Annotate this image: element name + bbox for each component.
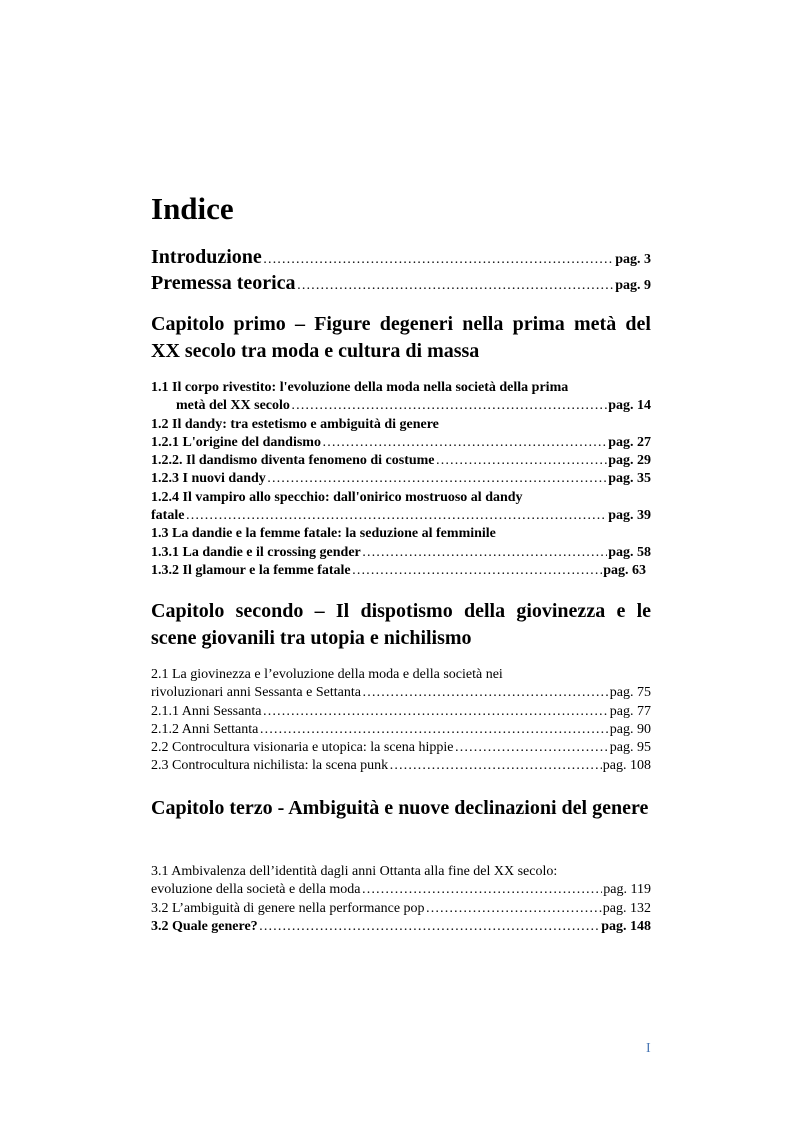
toc-entry — [151, 562, 646, 580]
dot-leader — [426, 900, 602, 918]
toc-entry-label: 2.1 La giovinezza e l’evoluzione della moda e della società nei — [151, 667, 503, 682]
chapter-1-entries — [151, 379, 651, 580]
dot-leader — [259, 918, 601, 936]
toc-entry-label: evoluzione della società e della moda — [151, 882, 361, 898]
toc-entry — [151, 470, 651, 488]
dot-leader — [436, 452, 608, 470]
dot-leader — [352, 562, 603, 580]
toc-entry — [151, 881, 651, 899]
toc-entry-page: pag. 3 — [615, 252, 651, 267]
toc-entry — [151, 900, 651, 918]
toc-entry — [151, 434, 651, 452]
toc-entry-introduzione — [151, 244, 651, 270]
toc-entry-page: pag. 27 — [608, 434, 651, 450]
toc-entry-page: pag. 63 — [603, 562, 646, 578]
toc-entry — [151, 507, 651, 525]
toc-entry-page: pag. 90 — [609, 721, 651, 737]
front-matter-list — [151, 244, 651, 296]
dot-leader — [262, 703, 608, 721]
dot-leader — [322, 434, 607, 452]
toc-entry-label: metà del XX secolo — [176, 398, 290, 414]
toc-entry-page: pag. 95 — [609, 740, 651, 756]
dot-leader — [291, 397, 607, 415]
toc-entry — [151, 863, 651, 881]
toc-entry-page: pag. 108 — [602, 758, 651, 774]
toc-entry-label: 1.2.2. Il dandismo diventa fenomeno di costume — [151, 453, 435, 469]
dot-leader — [263, 247, 614, 270]
toc-entry-page: pag. 132 — [602, 900, 651, 916]
toc-entry — [151, 684, 651, 702]
toc-entry-label: 1.3.2 Il glamour e la femme fatale — [151, 562, 351, 578]
toc-entry-label: 1.1 Il corpo rivestito: l'evoluzione della moda nella società della prima — [151, 380, 569, 395]
toc-entry-label: 1.2 Il dandy: tra estetismo e ambiguità di genere — [151, 416, 439, 432]
page-title: Indice — [151, 191, 234, 226]
toc-entry-page: pag. 119 — [603, 882, 651, 898]
dot-leader — [267, 470, 607, 488]
toc-entry-page: pag. 29 — [608, 453, 651, 469]
chapter-3-entries — [151, 863, 651, 936]
toc-entry — [151, 544, 651, 562]
toc-entry-page: pag. 75 — [609, 685, 651, 701]
toc-entry-label: Premessa teorica — [151, 272, 296, 294]
toc-entry — [151, 525, 651, 543]
toc-entry — [151, 397, 651, 415]
toc-entry-label: 1.3 La dandie e la femme fatale: la seduzione al femminile — [151, 526, 496, 542]
toc-entry — [151, 918, 651, 936]
toc-entry — [151, 721, 651, 739]
toc-entry-label: Introduzione — [151, 246, 262, 268]
toc-entry — [151, 416, 651, 434]
toc-entry-label: 3.2 Quale genere? — [151, 918, 258, 934]
dot-leader — [297, 273, 615, 296]
toc-entry-label: 1.3.1 La dandie e il crossing gender — [151, 544, 361, 560]
dot-leader — [454, 739, 608, 757]
toc-entry-page: pag. 77 — [609, 703, 651, 719]
dot-leader — [389, 757, 602, 775]
toc-entry-label: 1.2.3 I nuovi dandy — [151, 471, 266, 487]
toc-entry-label: 1.2.4 Il vampiro allo specchio: dall'onirico mostruoso al dandy — [151, 489, 523, 505]
toc-entry-label: 3.2 L’ambiguità di genere nella performance pop — [151, 900, 425, 916]
dot-leader — [362, 881, 603, 899]
toc-entry — [151, 739, 651, 757]
toc-entry — [151, 757, 651, 775]
toc-entry — [151, 379, 651, 397]
dot-leader — [362, 684, 609, 702]
toc-entry — [151, 489, 651, 507]
toc-entry-label: 2.1.2 Anni Settanta — [151, 721, 259, 737]
toc-entry-page: pag. 9 — [615, 278, 651, 293]
toc-entry-page: pag. 58 — [608, 544, 651, 560]
toc-entry-label: fatale — [151, 508, 185, 524]
toc-entry-label: 2.1.1 Anni Sessanta — [151, 703, 262, 719]
toc-entry-label: 2.2 Controcultura visionaria e utopica: la scena hippie — [151, 740, 454, 756]
toc-entry-page: pag. 148 — [601, 918, 651, 934]
chapter-2-entries — [151, 666, 651, 776]
toc-entry-premessa — [151, 270, 651, 296]
toc-entry — [151, 666, 651, 684]
dot-leader — [185, 507, 607, 525]
toc-entry-page: pag. 39 — [608, 508, 651, 524]
toc-entry-label: 3.1 Ambivalenza dell’identità dagli anni Ottanta alla fine del XX secolo: — [151, 864, 558, 879]
chapter-heading-2: Capitolo secondo – Il dispotismo della giovinezza e le scene giovanili tra utopia e nichilismo — [151, 600, 651, 649]
dot-leader — [259, 721, 608, 739]
toc-entry — [151, 452, 651, 470]
chapter-heading-1: Capitolo primo – Figure degeneri nella prima metà del XX secolo tra moda e cultura di massa — [151, 313, 651, 362]
toc-entry-label: 1.2.1 L'origine del dandismo — [151, 434, 321, 450]
toc-entry-label: rivoluzionari anni Sessanta e Settanta — [151, 685, 361, 701]
page-number: I — [646, 1041, 651, 1056]
chapter-heading-3: Capitolo terzo - Ambiguità e nuove declinazioni del genere — [151, 797, 649, 819]
toc-entry — [151, 703, 651, 721]
dot-leader — [362, 544, 607, 562]
toc-entry-page: pag. 35 — [608, 471, 651, 487]
toc-entry-label: 2.3 Controcultura nichilista: la scena punk — [151, 758, 389, 774]
toc-entry-page: pag. 14 — [608, 398, 651, 414]
